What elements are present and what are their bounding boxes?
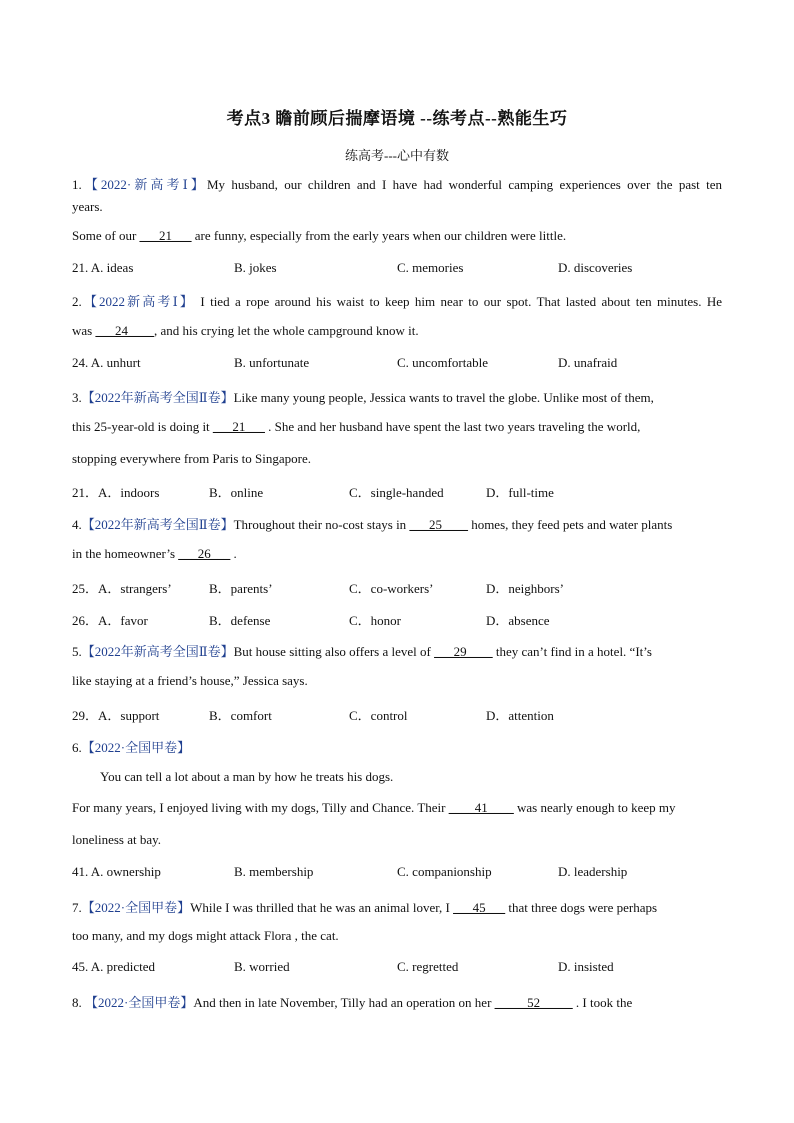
- passage-text: .: [230, 546, 237, 561]
- answer-blank: ___29____: [434, 644, 493, 659]
- option-c: C．honor: [349, 613, 402, 628]
- source-tag: 【2022年新高考全国Ⅱ卷】: [81, 390, 234, 405]
- source-tag: 【2022年新高考全国Ⅱ卷】: [81, 517, 234, 532]
- option-a: 41. A. ownership: [72, 864, 161, 879]
- q4-line2: [72, 546, 722, 562]
- option-c: C．control: [349, 708, 408, 723]
- passage-text: For many years, I enjoyed living with my dogs, Tilly and Chance. Their: [72, 800, 449, 815]
- option-a: 29．A．support: [72, 708, 160, 723]
- option-b: B．online: [209, 485, 264, 500]
- passage-text: . I took the: [572, 995, 633, 1010]
- option-d: D．absence: [486, 613, 550, 628]
- q5-line1: [72, 641, 722, 660]
- passage-text: , and his crying let the whole campground know it.: [153, 323, 419, 338]
- q7-line1: [72, 897, 722, 916]
- passage-text: in the homeowner’s: [72, 546, 179, 561]
- q6-para1: You can tell a lot about a man by how he treats his dogs.: [100, 769, 394, 784]
- q1-line3: [72, 228, 722, 244]
- passage-text: Some of our: [72, 228, 140, 243]
- question-number: 4.: [72, 517, 82, 532]
- q3-line2: [72, 419, 722, 435]
- question-number: 2.: [72, 294, 82, 309]
- passage-text: they can’t find in a hotel. “It’s: [492, 644, 652, 659]
- q8-line1: [72, 992, 722, 1011]
- q6-line1: [72, 737, 722, 756]
- passage-text: But house sitting also offers a level of: [233, 644, 435, 659]
- source-tag: 【2022新高考Ⅰ】: [81, 294, 195, 309]
- option-a: 26．A．favor: [72, 613, 148, 628]
- passage-text: Like many young people, Jessica wants to travel the globe. Unlike most of them,: [233, 390, 654, 405]
- option-b: B．parents’: [209, 581, 273, 596]
- q6-line3: loneliness at bay.: [72, 832, 162, 847]
- option-d: D．attention: [486, 708, 554, 723]
- question-number: 8.: [72, 995, 85, 1010]
- option-d: D. insisted: [558, 959, 614, 974]
- q3-line1: [72, 387, 722, 406]
- q6-line2: [72, 800, 722, 816]
- answer-blank: ___26___: [178, 546, 231, 561]
- answer-blank: ___21___: [212, 419, 265, 434]
- source-tag: 【2022·新高考Ⅰ】: [81, 177, 207, 192]
- passage-text: this 25-year-old is doing it: [72, 419, 213, 434]
- option-a: 21．A．indoors: [72, 485, 160, 500]
- option-c: C. companionship: [397, 864, 492, 879]
- passage-text: was: [72, 323, 96, 338]
- passage-text: that three dogs were perhaps: [505, 900, 658, 915]
- passage-text: And then in late November, Tilly had an operation on her: [193, 995, 495, 1010]
- option-a: 25．A．strangers’: [72, 581, 172, 596]
- passage-text: My husband, our children and I have had wonderful camping experiences over the past ten: [206, 177, 722, 192]
- q2-line1: [72, 291, 722, 310]
- q7-line2: too many, and my dogs might attack Flora , the cat.: [72, 928, 339, 943]
- passage-text: I tied a rope around his waist to keep him near to our spot. That lasted about ten minutes. He: [194, 294, 722, 309]
- question-number: 6.: [72, 740, 82, 755]
- source-tag: 【2022·全国甲卷】: [81, 740, 191, 755]
- q1-line2: years.: [72, 199, 103, 214]
- page-title: 考点3 瞻前顾后揣摩语境 --练考点--熟能生巧: [226, 109, 568, 128]
- question-number: 3.: [72, 390, 82, 405]
- answer-blank: ____41____: [448, 800, 514, 815]
- option-c: C. regretted: [397, 959, 459, 974]
- q3-line3: stopping everywhere from Paris to Singapore.: [72, 451, 312, 466]
- q2-line2: [72, 323, 722, 339]
- option-a: 21. A. ideas: [72, 260, 134, 275]
- option-b: B．comfort: [209, 708, 272, 723]
- option-b: B. unfortunate: [234, 355, 310, 370]
- passage-text: . She and her husband have spent the last two years traveling the world,: [264, 419, 641, 434]
- q5-line2: like staying at a friend’s house,” Jessica says.: [72, 673, 308, 688]
- question-number: 7.: [72, 900, 82, 915]
- source-tag: 【2022·全国甲卷】: [81, 900, 191, 915]
- option-b: B. worried: [234, 959, 290, 974]
- source-tag: 【2022·全国甲卷】: [85, 995, 194, 1010]
- option-d: D. unafraid: [558, 355, 618, 370]
- q1-line1: [72, 174, 722, 193]
- answer-blank: ___24____: [95, 323, 154, 338]
- option-d: D．full-time: [486, 485, 554, 500]
- option-c: C. uncomfortable: [397, 355, 488, 370]
- page-subtitle: 练高考---心中有数: [345, 148, 449, 163]
- passage-text: was nearly enough to keep my: [513, 800, 676, 815]
- passage-text: are funny, especially from the early years when our children were little.: [191, 228, 567, 243]
- option-b: B. membership: [234, 864, 314, 879]
- option-a: 24. A. unhurt: [72, 355, 141, 370]
- option-d: D．neighbors’: [486, 581, 564, 596]
- answer-blank: _____52_____: [494, 995, 573, 1010]
- passage-text: While I was thrilled that he was an animal lover, I: [190, 900, 454, 915]
- answer-blank: ___21___: [139, 228, 192, 243]
- answer-blank: ___25____: [409, 517, 468, 532]
- option-c: C．single-handed: [349, 485, 444, 500]
- option-b: B. jokes: [234, 260, 277, 275]
- answer-blank: ___45___: [453, 900, 506, 915]
- source-tag: 【2022年新高考全国Ⅱ卷】: [81, 644, 234, 659]
- option-b: B．defense: [209, 613, 271, 628]
- option-c: C. memories: [397, 260, 464, 275]
- option-d: D. leadership: [558, 864, 628, 879]
- passage-text: Throughout their no-cost stays in: [233, 517, 410, 532]
- question-number: 5.: [72, 644, 82, 659]
- option-a: 45. A. predicted: [72, 959, 156, 974]
- option-c: C．co-workers’: [349, 581, 434, 596]
- passage-text: homes, they feed pets and water plants: [467, 517, 673, 532]
- option-d: D. discoveries: [558, 260, 633, 275]
- q4-line1: [72, 514, 722, 533]
- question-number: 1.: [72, 177, 82, 192]
